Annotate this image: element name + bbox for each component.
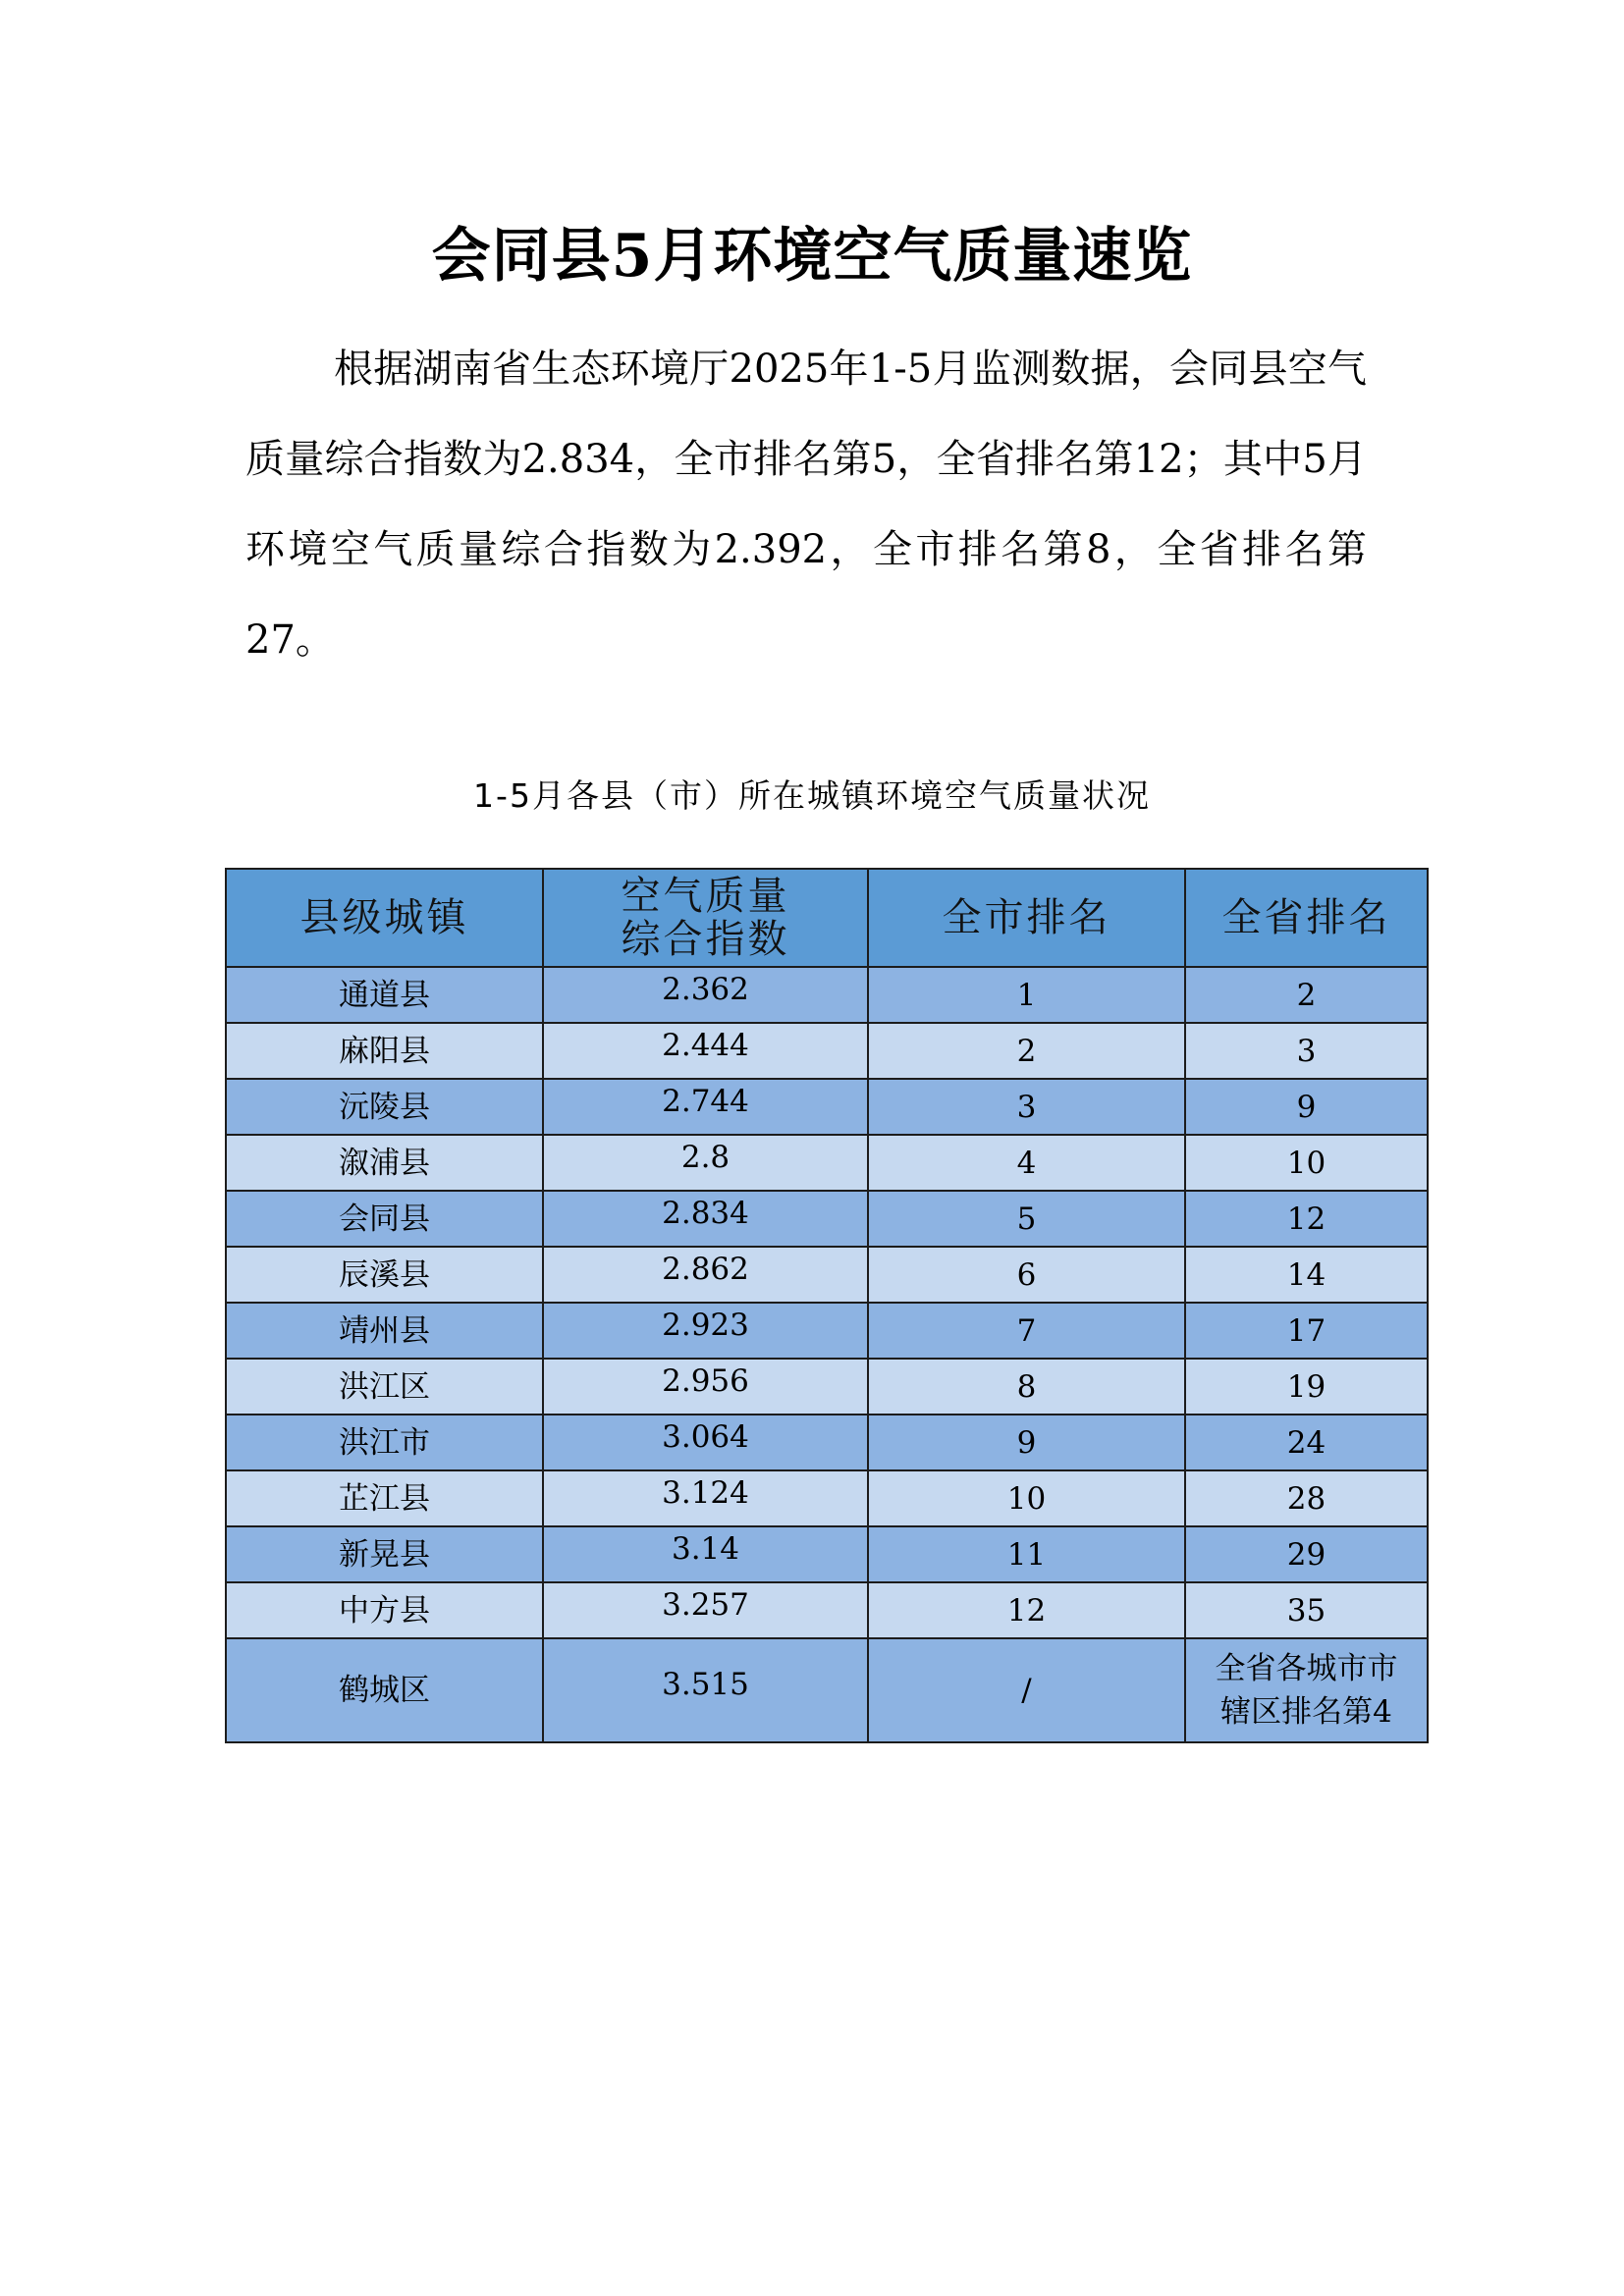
cell-index-value: 2.8 bbox=[680, 1139, 731, 1175]
cell-town: 洪江区 bbox=[226, 1359, 543, 1415]
cell-index bbox=[543, 1023, 868, 1079]
cell-city-rank: 2 bbox=[868, 1023, 1185, 1079]
header-city-rank: 全市排名 bbox=[868, 869, 1185, 967]
table-row bbox=[226, 1470, 1428, 1526]
cell-province-rank: 9 bbox=[1185, 1079, 1428, 1135]
header-index-line2: 综合指数 bbox=[621, 917, 790, 962]
cell-town: 麻阳县 bbox=[226, 1023, 543, 1079]
cell-index bbox=[543, 1470, 868, 1526]
cell-province-rank: 14 bbox=[1185, 1247, 1428, 1303]
intro-paragraph: 根据湖南省生态环境厅2025年1-5月监测数据，会同县空气质量综合指数为2.834，全市排名第5，全省排名第12；其中5月环境空气质量综合指数为2.392，全市排名第8，全省排名第27。 bbox=[245, 347, 1367, 663]
cell-province-rank: 3 bbox=[1185, 1023, 1428, 1079]
cell-province-rank: 17 bbox=[1185, 1303, 1428, 1359]
cell-city-rank: 5 bbox=[868, 1191, 1185, 1247]
table-row bbox=[226, 1638, 1428, 1742]
cell-town: 新晃县 bbox=[226, 1526, 543, 1582]
cell-province-rank: 29 bbox=[1185, 1526, 1428, 1582]
cell-index-value: 2.362 bbox=[662, 971, 749, 1007]
header-province-rank: 全省排名 bbox=[1185, 869, 1428, 967]
cell-town: 鹤城区 bbox=[226, 1638, 543, 1742]
cell-index-value: 2.444 bbox=[662, 1027, 749, 1063]
cell-city-rank: 12 bbox=[868, 1582, 1185, 1638]
cell-province-rank: 24 bbox=[1185, 1415, 1428, 1470]
cell-city-rank: 10 bbox=[868, 1470, 1185, 1526]
cell-city-rank: 9 bbox=[868, 1415, 1185, 1470]
cell-town: 芷江县 bbox=[226, 1470, 543, 1526]
cell-province-rank: 12 bbox=[1185, 1191, 1428, 1247]
table-row bbox=[226, 1079, 1428, 1135]
cell-town: 沅陵县 bbox=[226, 1079, 543, 1135]
cell-town: 靖州县 bbox=[226, 1303, 543, 1359]
cell-index-value: 3.14 bbox=[671, 1530, 740, 1567]
cell-town: 溆浦县 bbox=[226, 1135, 543, 1191]
table-row bbox=[226, 1247, 1428, 1303]
cell-city-rank: 6 bbox=[868, 1247, 1185, 1303]
cell-city-rank: 7 bbox=[868, 1303, 1185, 1359]
cell-city-rank: 1 bbox=[868, 967, 1185, 1023]
cell-province-rank: 28 bbox=[1185, 1470, 1428, 1526]
cell-province-rank bbox=[1185, 1638, 1428, 1742]
table-row bbox=[226, 967, 1428, 1023]
cell-index bbox=[543, 1582, 868, 1638]
header-index bbox=[543, 869, 868, 967]
table-row bbox=[226, 1135, 1428, 1191]
page-title: 会同县5月环境空气质量速览 bbox=[431, 222, 1193, 291]
cell-index-value: 3.515 bbox=[662, 1667, 749, 1702]
cell-city-rank: 3 bbox=[868, 1079, 1185, 1135]
table-row bbox=[226, 1415, 1428, 1470]
cell-index-value: 3.257 bbox=[662, 1586, 749, 1623]
table-row bbox=[226, 1526, 1428, 1582]
table-row bbox=[226, 1359, 1428, 1415]
cell-town: 中方县 bbox=[226, 1582, 543, 1638]
province-rank-note-line1: 全省各城市市 bbox=[1215, 1651, 1398, 1686]
cell-city-rank: / bbox=[868, 1638, 1185, 1742]
province-rank-note-line2: 辖区排名第4 bbox=[1220, 1694, 1392, 1730]
cell-index-value: 2.834 bbox=[662, 1195, 749, 1231]
cell-index bbox=[543, 1638, 868, 1742]
cell-town: 辰溪县 bbox=[226, 1247, 543, 1303]
cell-province-rank: 2 bbox=[1185, 967, 1428, 1023]
cell-town: 洪江市 bbox=[226, 1415, 543, 1470]
cell-town: 通道县 bbox=[226, 967, 543, 1023]
cell-index-value: 3.124 bbox=[662, 1474, 749, 1511]
ranking-table bbox=[225, 868, 1429, 1743]
table-caption: 1-5月各县（市）所在城镇环境空气质量状况 bbox=[473, 776, 1151, 815]
cell-index bbox=[543, 1191, 868, 1247]
header-town: 县级城镇 bbox=[226, 869, 543, 967]
cell-index bbox=[543, 1359, 868, 1415]
cell-city-rank: 11 bbox=[868, 1526, 1185, 1582]
cell-index-value: 3.064 bbox=[662, 1418, 749, 1455]
cell-province-rank: 10 bbox=[1185, 1135, 1428, 1191]
cell-index-value: 2.923 bbox=[662, 1307, 749, 1343]
table-row bbox=[226, 1191, 1428, 1247]
cell-index bbox=[543, 1247, 868, 1303]
cell-city-rank: 8 bbox=[868, 1359, 1185, 1415]
cell-index bbox=[543, 1415, 868, 1470]
cell-index bbox=[543, 1079, 868, 1135]
table-row bbox=[226, 1582, 1428, 1638]
cell-index-value: 2.744 bbox=[662, 1083, 749, 1119]
table-header-row bbox=[226, 869, 1428, 967]
table-row bbox=[226, 1303, 1428, 1359]
cell-province-rank: 35 bbox=[1185, 1582, 1428, 1638]
header-index-line1: 空气质量 bbox=[621, 874, 790, 919]
cell-province-rank: 19 bbox=[1185, 1359, 1428, 1415]
cell-index bbox=[543, 1303, 868, 1359]
cell-index-value: 2.956 bbox=[662, 1362, 749, 1399]
cell-city-rank: 4 bbox=[868, 1135, 1185, 1191]
cell-index bbox=[543, 967, 868, 1023]
table-row bbox=[226, 1023, 1428, 1079]
cell-town: 会同县 bbox=[226, 1191, 543, 1247]
cell-index-value: 2.862 bbox=[662, 1251, 749, 1287]
cell-index bbox=[543, 1526, 868, 1582]
cell-index bbox=[543, 1135, 868, 1191]
